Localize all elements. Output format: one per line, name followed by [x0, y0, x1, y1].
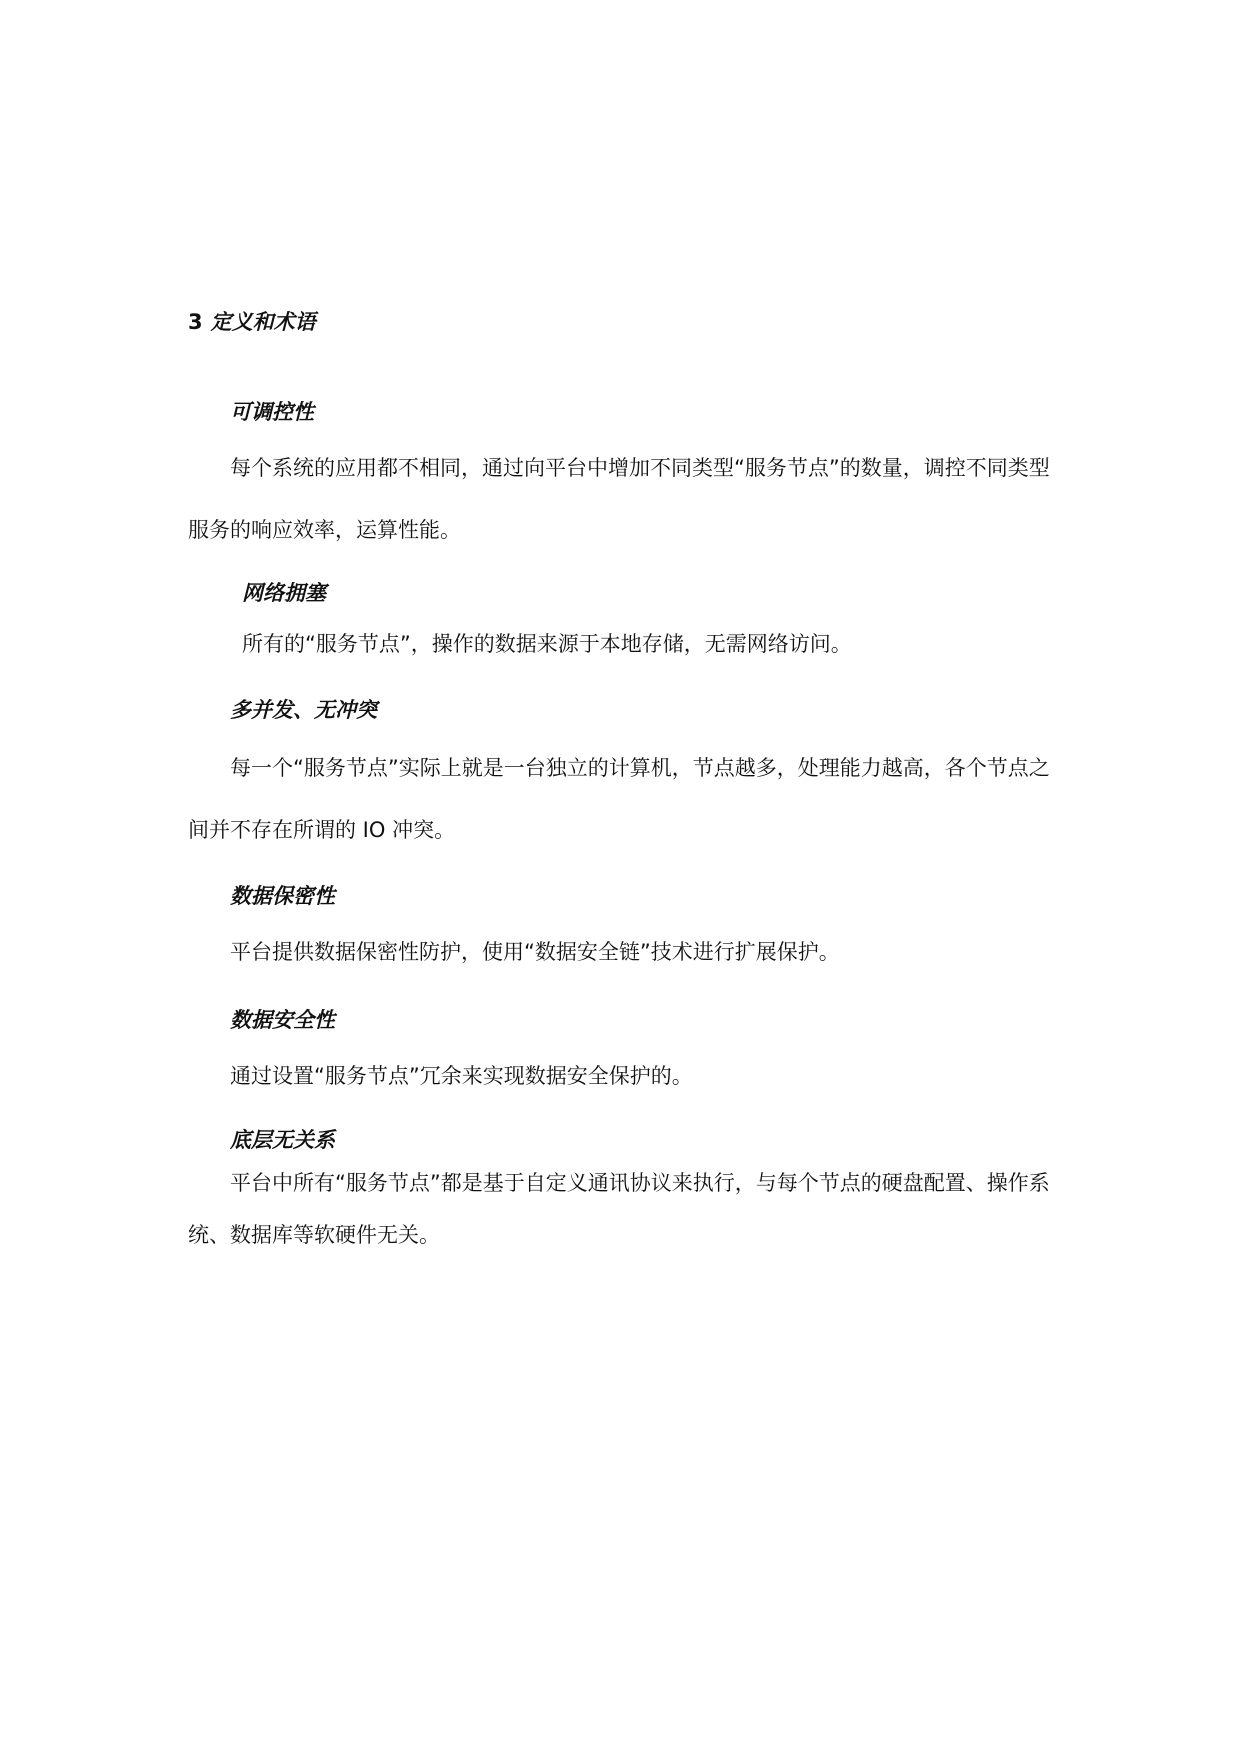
term-heading-data-security: 数据安全性: [230, 1008, 335, 1032]
term-heading-platform-independence: 底层无关系: [230, 1128, 335, 1152]
term-text-data-security: 通过设置“服务节点”冗余来实现数据安全保护的。: [230, 1064, 693, 1088]
term-text-network-congestion: 所有的“服务节点”，操作的数据来源于本地存储，无需网络访问。: [242, 632, 852, 656]
term-text-adjustability: 每个系统的应用都不相同，通过向平台中增加不同类型“服务节点”的数量，调控不同类型服务的响应效率，运算性能。: [188, 456, 1050, 542]
term-text-data-confidentiality: 平台提供数据保密性防护，使用“数据安全链”技术进行扩展保护。: [230, 940, 840, 964]
term-heading-adjustability: 可调控性: [230, 400, 314, 424]
section-heading: [188, 306, 316, 336]
term-text-platform-independence: 平台中所有“服务节点”都是基于自定义通讯协议来执行，与每个节点的硬盘配置、操作系统、数据库等软硬件无关。: [188, 1171, 1050, 1247]
term-heading-data-confidentiality: 数据保密性: [230, 884, 335, 908]
section-number: 3: [188, 310, 203, 334]
term-heading-network-congestion: 网络拥塞: [242, 581, 326, 605]
term-text-concurrency: 每一个“服务节点”实际上就是一台独立的计算机，节点越多，处理能力越高，各个节点之间并不存在所谓的 IO 冲突。: [188, 756, 1050, 842]
term-heading-concurrency: 多并发、无冲突: [230, 698, 377, 722]
section-title: 定义和术语: [210, 310, 316, 334]
